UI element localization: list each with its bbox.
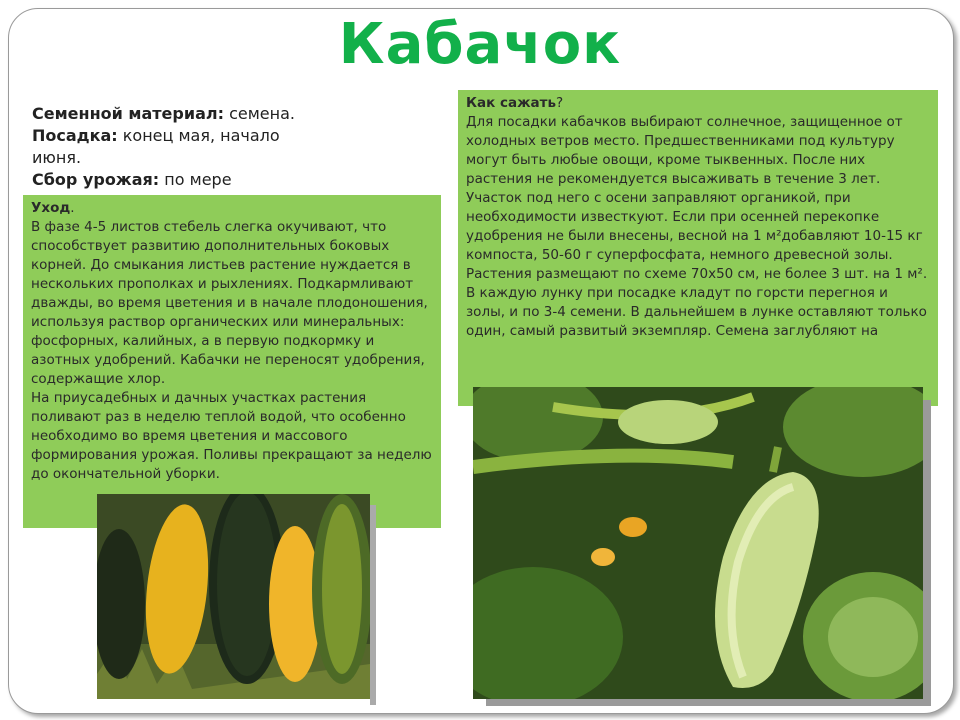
care-heading-line (31, 199, 433, 218)
zucchini-harvest-photo (97, 494, 370, 699)
planting-sep: : (111, 126, 118, 145)
harvest-value: по мере (159, 170, 232, 189)
page-title: Кабачок (338, 12, 622, 77)
zucchini-plant-photo (473, 387, 923, 699)
photo-right-shadow-side (923, 400, 931, 705)
care-heading-dot: . (70, 200, 75, 216)
planting-text: Для посадки кабачков выбирают солнечное, защищенное от холодных ветров место. Предшественниками под культуру могут быть любые овощи, кроме тыквенных. После них растения не рекомендуется высаживать в течение 3 лет. Участок под него с осени заправляют органикой, при необходимости известкуют. Если при осенней перекопке удобрения не были внесены, весной на 1 м²добавляют 10-15 кг компоста, 50-60 г суперфосфата, немного древесной золы. Растения размещают по схеме 70х50 см, не более 3 шт. на 1 м². В каждую лунку при посадке кладут по горсти перегноя и золы, и по 3-4 семени. В дальнейшем в лунке оставляют только один, самый развитый экземпляр. Семена заглубляют на (466, 114, 928, 339)
seed-value: семена. (224, 104, 295, 123)
care-heading: Уход (31, 200, 71, 216)
planting-heading-line (466, 94, 930, 113)
planting-box (458, 90, 938, 406)
planting-heading: Как сажать (466, 95, 557, 111)
zucchini-plant-illustration (473, 387, 923, 699)
harvest-label: Сбор урожая (32, 170, 153, 189)
care-paragraph-2: На приусадебных и дачных участках растения поливают раз в неделю теплой водой, что особенно необходимо во время цветения и массового формирования урожая. Поливы прекращают за неделю до окончательной уборки. (31, 390, 432, 482)
harvest-sep: : (152, 170, 160, 189)
planting-label: Посадка (32, 126, 112, 145)
intro-block (32, 103, 332, 191)
seed-sep: : (217, 104, 224, 123)
planting-heading-q: ? (556, 95, 564, 111)
photo-left-shadow (370, 505, 376, 705)
photo-right-shadow-bottom (486, 699, 931, 706)
planting-value: конец мая, начало июня. (32, 126, 280, 167)
seed-label: Семенной материал (32, 104, 218, 123)
care-paragraph-1: В фазе 4-5 листов стебель слегка окучивают, что способствует развитию дополнительных боковых корней. До смыкания листьев растение нуждается в нескольких прополках и рыхлениях. Подкармливают дважды, во время цветения и в начале плодоношения, используя раствор органических или минеральных: фосфорных, калийных, а в первую подкормку и азотных удобрений. Кабачки не переносят удобрения, содержащие хлор. (31, 219, 428, 387)
seed-line (32, 103, 332, 125)
planting-line (32, 125, 332, 169)
care-box (23, 195, 441, 528)
zucchini-harvest-illustration (97, 494, 370, 699)
harvest-line (32, 169, 332, 191)
